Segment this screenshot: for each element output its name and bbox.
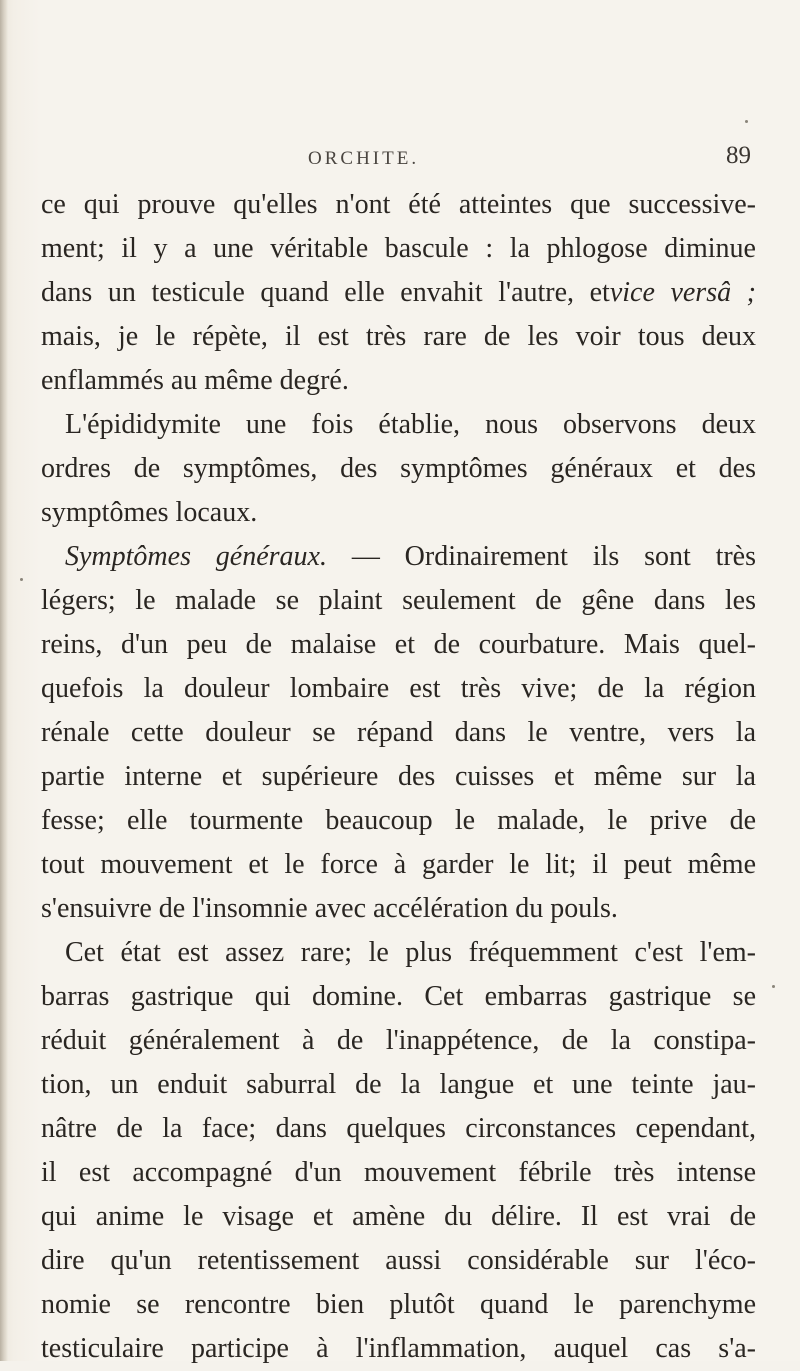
text-line: qui anime le visage et amène du délire. Il est vrai de	[41, 1201, 756, 1232]
text-line: ce qui prouve qu'elles n'ont été atteintes que successive-	[41, 189, 756, 220]
text-line: réduit généralement à de l'inappétence, de la constipa-	[41, 1025, 756, 1056]
text-line: testiculaire participe à l'inflammation, auquel cas s'a-	[41, 1333, 756, 1364]
text-line: partie interne et supérieure des cuisses et même sur la	[41, 761, 756, 792]
text-line: nomie se rencontre bien plutôt quand le parenchyme	[41, 1289, 756, 1320]
text-line: Cet état est assez rare; le plus fréquemment c'est l'em-	[65, 937, 756, 968]
text-line: ment; il y a une véritable bascule : la phlogose diminue	[41, 233, 756, 264]
text-line: mais, je le répète, il est très rare de les voir tous deux	[41, 321, 756, 352]
body-text	[41, 183, 756, 1371]
text-line: tout mouvement et le force à garder le lit; il peut même	[41, 849, 756, 880]
text-line: reins, d'un peu de malaise et de courbature. Mais quel-	[41, 629, 756, 660]
text-line: il est accompagné d'un mouvement fébrile très intense	[41, 1157, 756, 1188]
text-segment: — Ordinairement ils sont très	[327, 541, 757, 572]
page-header	[0, 142, 800, 172]
text-line: rénale cette douleur se répand dans le ventre, vers la	[41, 717, 756, 748]
ink-speck	[772, 985, 775, 988]
text-line	[41, 535, 756, 579]
text-line: dire qu'un retentissement aussi considérable sur l'éco-	[41, 1245, 756, 1276]
text-line: enflammés au même degré.	[41, 365, 349, 396]
text-line: tion, un enduit saburral de la langue et une teinte jau-	[41, 1069, 756, 1100]
text-line: symptômes locaux.	[41, 497, 258, 528]
text-line: L'épididymite une fois établie, nous observons deux	[65, 409, 756, 440]
text-line: nâtre de la face; dans quelques circonstances cependant,	[41, 1113, 756, 1144]
text-line: quefois la douleur lombaire est très vive; de la région	[41, 673, 756, 704]
section-heading: Symptômes généraux.	[65, 541, 327, 572]
text-line	[41, 271, 756, 315]
text-line: barras gastrique qui domine. Cet embarras gastrique se	[41, 981, 756, 1012]
ink-speck	[20, 578, 23, 581]
text-segment: dans un testicule quand elle envahit l'autre, et	[41, 277, 610, 308]
text-line: fesse; elle tourmente beaucoup le malade, le prive de	[41, 805, 756, 836]
page-number: 89	[726, 142, 751, 169]
text-line: s'ensuivre de l'insomnie avec accélération du pouls.	[41, 893, 618, 924]
binding-shadow	[0, 0, 8, 1361]
ink-speck	[745, 120, 748, 123]
text-line: ordres de symptômes, des symptômes généraux et des	[41, 453, 756, 484]
running-title: ORCHITE.	[308, 148, 420, 169]
italic-vice-versa: vice versâ ;	[609, 277, 756, 308]
text-line: légers; le malade se plaint seulement de gêne dans les	[41, 585, 756, 616]
